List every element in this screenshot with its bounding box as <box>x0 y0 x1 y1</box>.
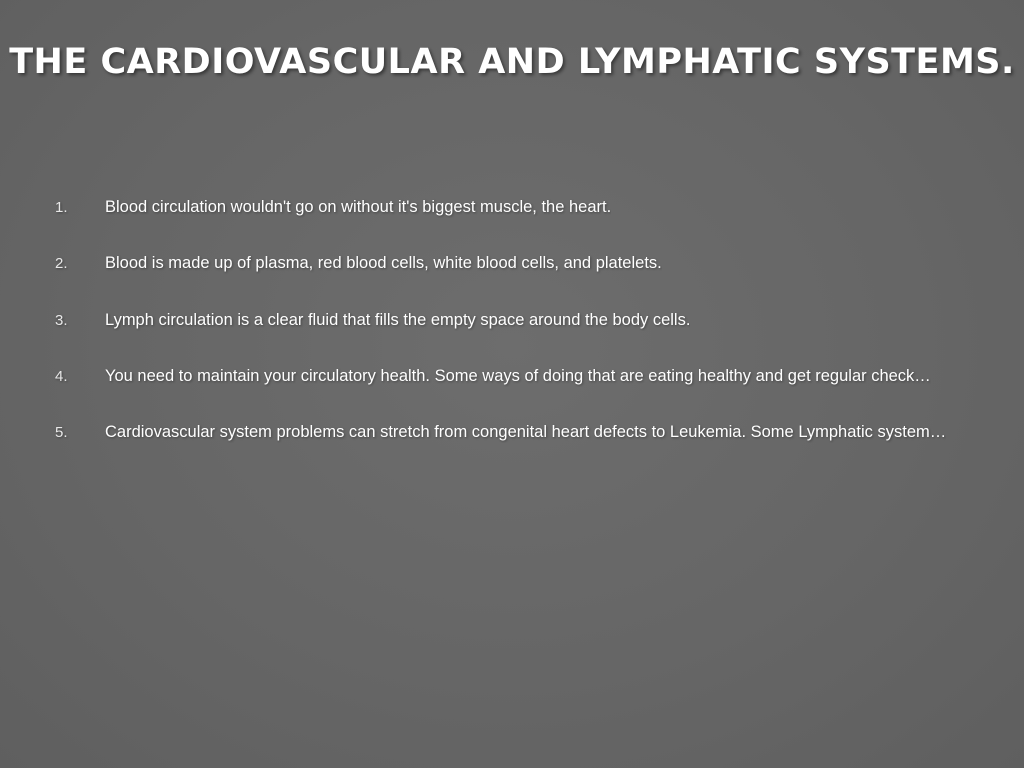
list-item-number: 4. <box>55 367 68 385</box>
list-item-number: 3. <box>55 311 68 329</box>
list-item <box>55 196 1005 218</box>
list-item-text: Blood circulation wouldn't go on without it's biggest muscle, the heart. <box>105 198 612 216</box>
numbered-bullet-list <box>55 196 1005 477</box>
list-item-text: Blood is made up of plasma, red blood cells, white blood cells, and platelets. <box>105 254 662 273</box>
list-item <box>55 309 1005 331</box>
list-item <box>55 421 1005 443</box>
page-title: THE CARDIOVASCULAR AND LYMPHATIC SYSTEMS. <box>9 42 1015 82</box>
list-item-text: Lymph circulation is a clear fluid that fills the empty space around the body cells. <box>105 310 691 329</box>
list-item <box>55 252 1005 274</box>
list-item-number: 5. <box>55 424 68 442</box>
list-item-text: You need to maintain your circulatory health. Some ways of doing that are eating healthy and get regular check… <box>105 366 931 385</box>
list-item-text: Cardiovascular system problems can stretch from congenital heart defects to Leukemia. Some Lymphatic system… <box>105 423 947 442</box>
list-item-number: 1. <box>55 199 68 216</box>
list-item-number: 2. <box>55 255 68 273</box>
list-item <box>55 365 1005 387</box>
